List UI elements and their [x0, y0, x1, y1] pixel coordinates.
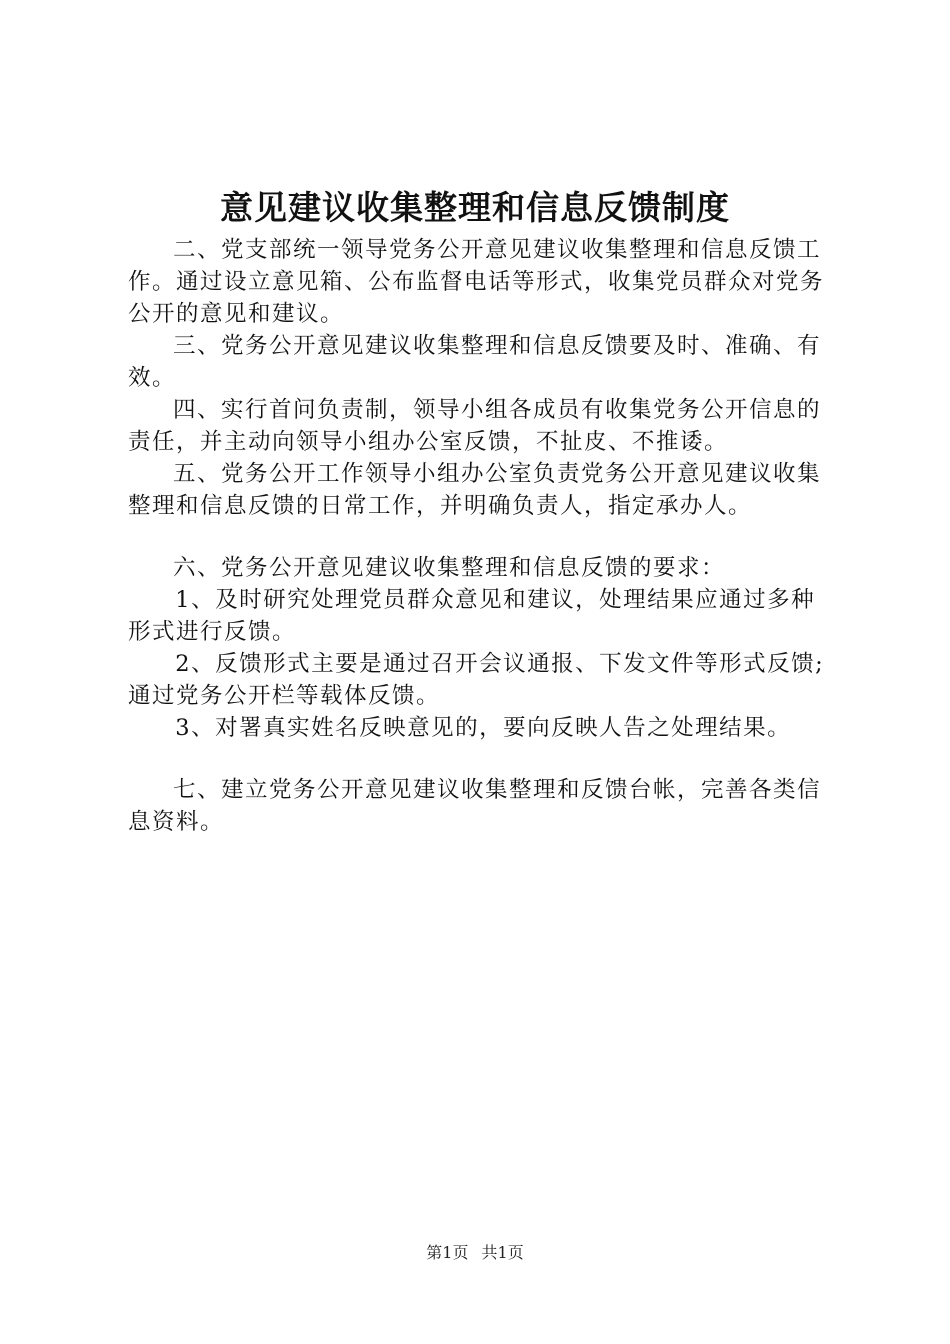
paragraph-6: 六、党务公开意见建议收集整理和信息反馈的要求：: [173, 555, 726, 581]
paragraph-gap: [128, 744, 828, 774]
paragraph-5: 五、党务公开工作领导小组办公室负责党务公开意见建议收集整理和信息反馈的日常工作，并明确负责人，指定承办人。: [128, 461, 822, 519]
paragraph-gap: [128, 522, 828, 552]
document-title: 意见建议收集整理和信息反馈制度: [220, 188, 730, 227]
paragraph-3: 三、党务公开意见建议收集整理和信息反馈要及时、准确、有效。: [128, 333, 822, 391]
list-item-1: 1、及时研究处理党员群众意见和建议，处理结果应通过多种形式进行反馈。: [128, 587, 816, 645]
page-number: 第1页: [426, 1243, 469, 1262]
paragraph-2: 二、党支部统一领导党务公开意见建议收集整理和信息反馈工作。通过设立意见箱、公布监督电话等形式，收集党员群众对党务公开的意见和建议。: [128, 237, 825, 327]
page-total: 共1页: [481, 1243, 524, 1262]
document-body: [128, 234, 828, 838]
list-item-3: 3、对署真实姓名反映意见的，要向反映人告之处理结果。: [175, 715, 792, 741]
list-item-2: 2、反馈形式主要是通过召开会议通报、下发文件等形式反馈;通过党务公开栏等载体反馈。: [128, 651, 825, 709]
paragraph-4: 四、实行首问负责制，领导小组各成员有收集党务公开信息的责任，并主动向领导小组办公室反馈，不扯皮、不推诿。: [128, 397, 822, 455]
page-footer: [0, 1243, 950, 1263]
paragraph-7: 七、建立党务公开意见建议收集整理和反馈台帐，完善各类信息资料。: [128, 777, 822, 835]
